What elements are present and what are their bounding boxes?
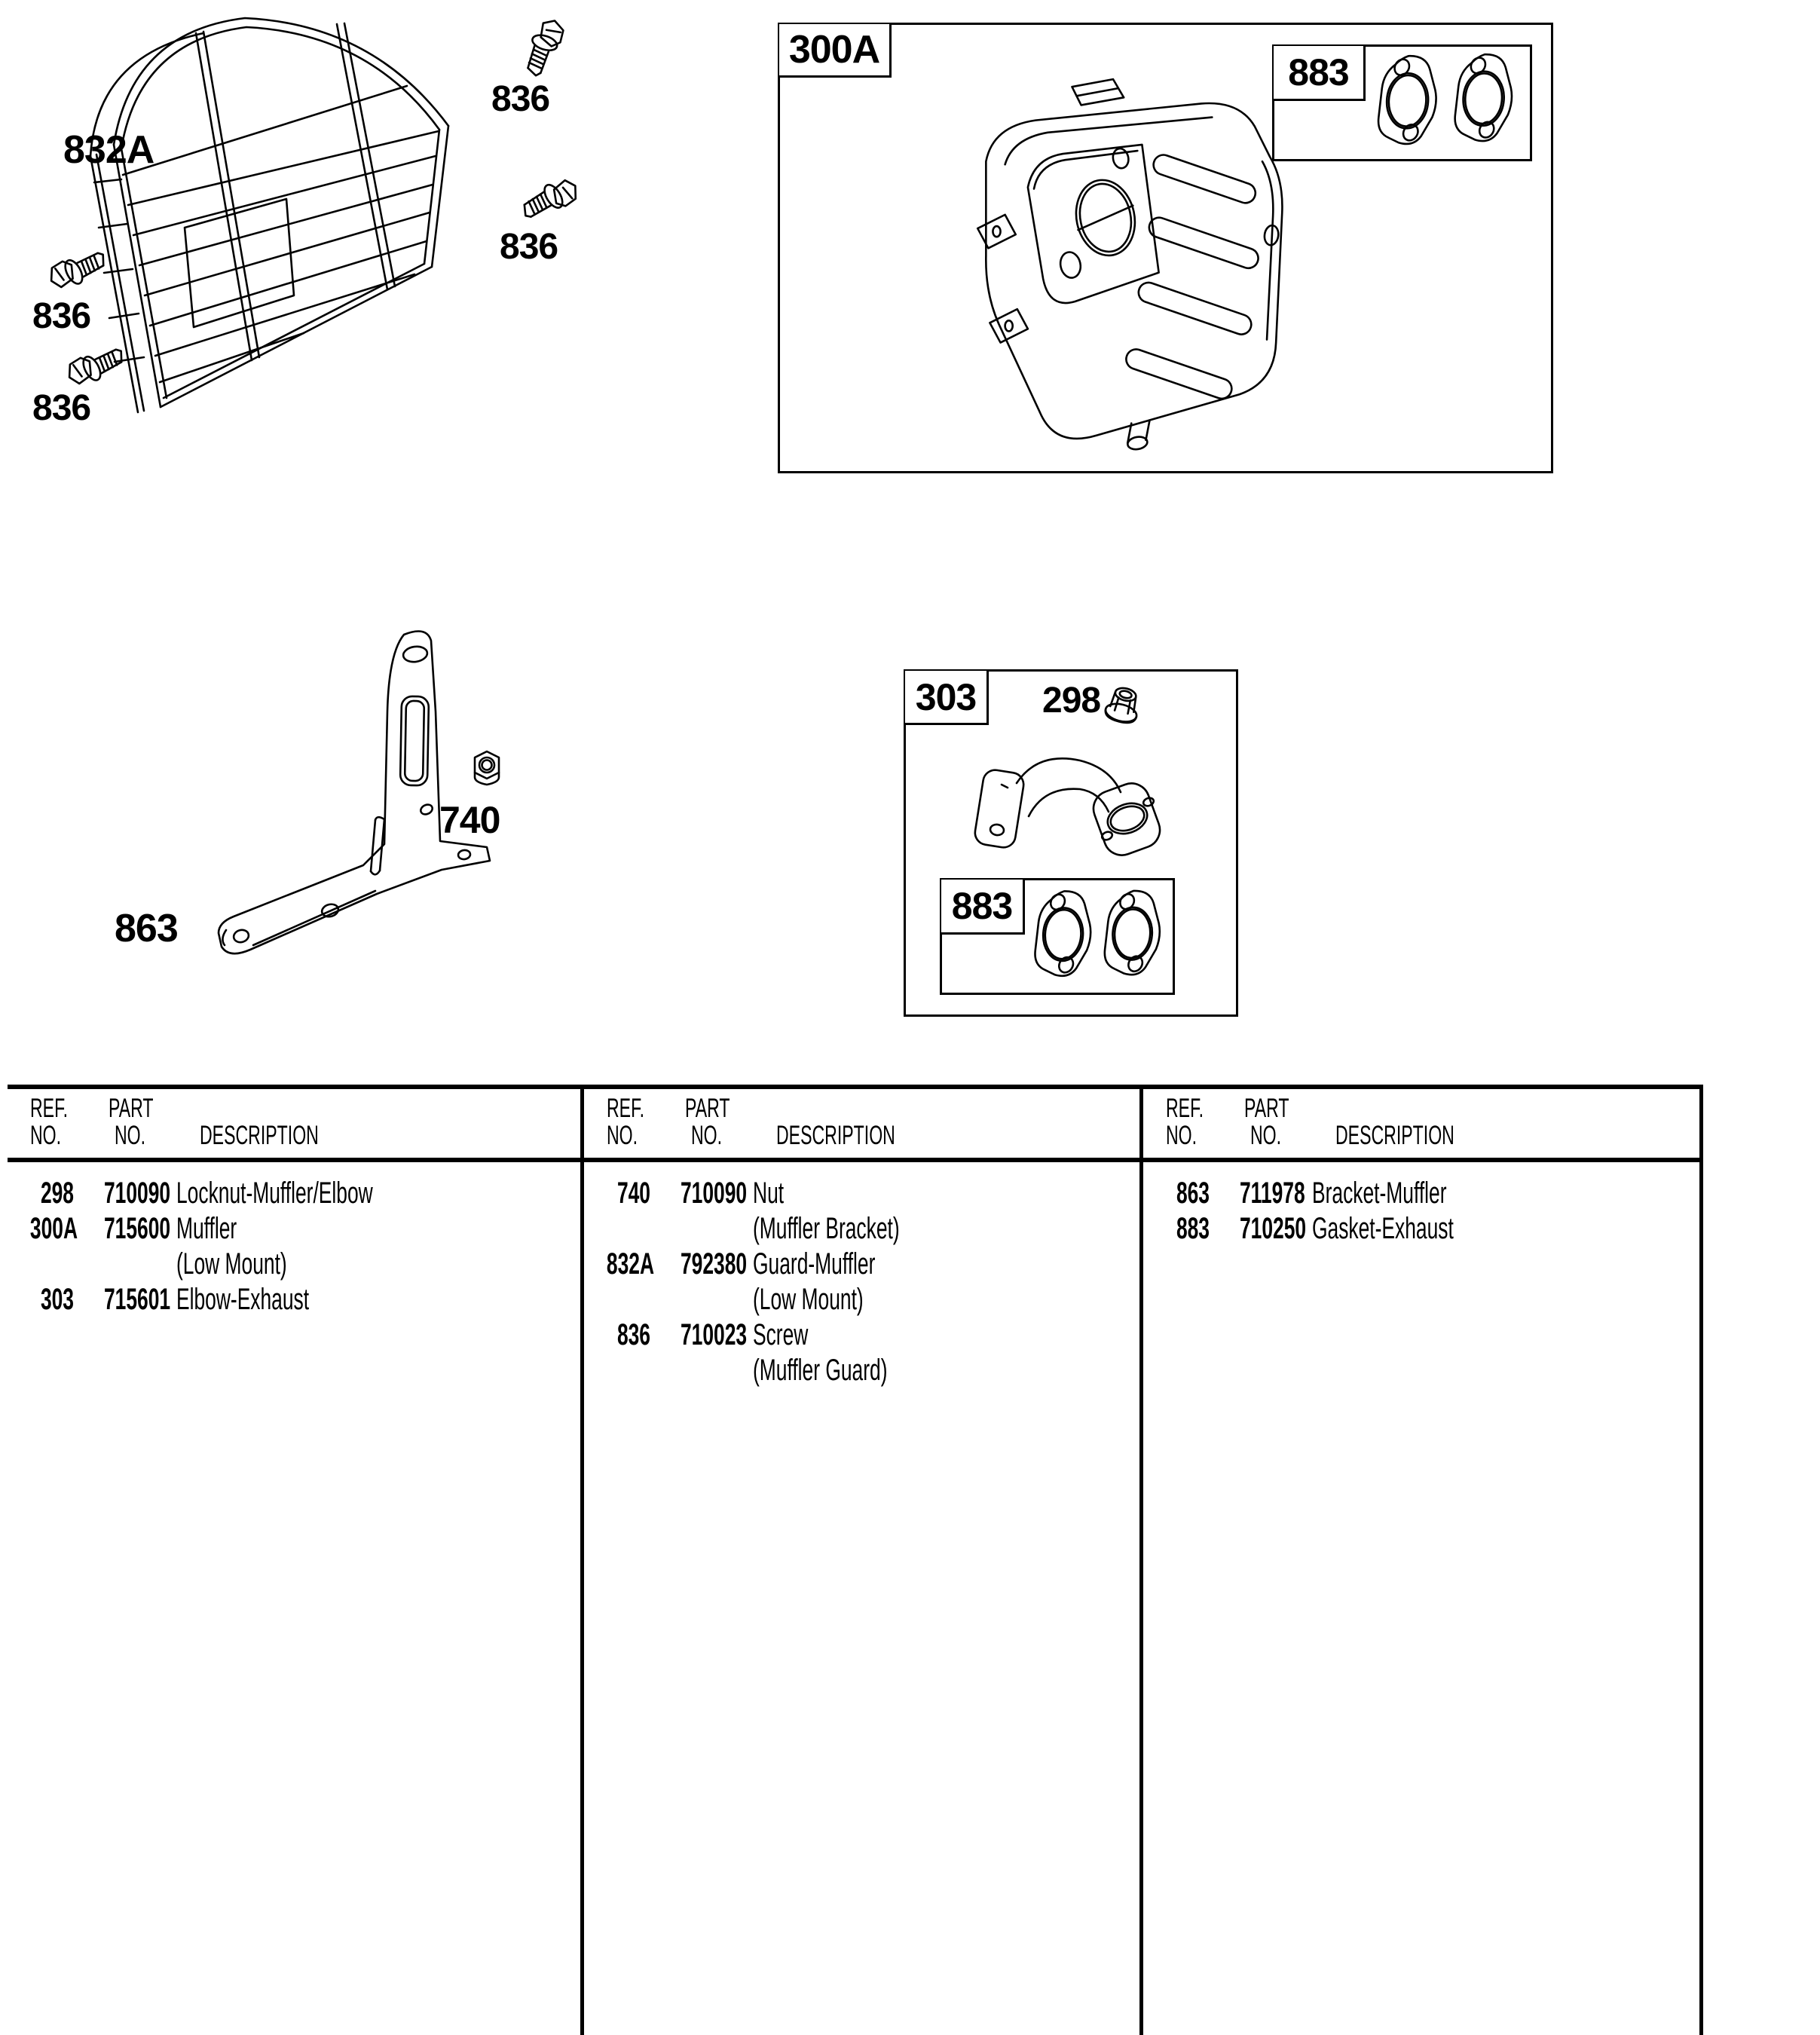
table-right-border xyxy=(1699,1085,1703,2035)
header-part-1: PART xyxy=(109,1094,154,1123)
ref-no-cell: 863 xyxy=(1176,1177,1210,1210)
description-cell: Bracket-Muffler xyxy=(1312,1177,1447,1210)
table-row xyxy=(584,1353,1139,1388)
callout-nut: 740 xyxy=(439,799,500,841)
ref-no-cell: 836 xyxy=(616,1318,650,1351)
callout-bolt-1: 836 xyxy=(32,296,91,336)
description-cell: Locknut-Muffler/Elbow xyxy=(176,1177,373,1210)
table-row xyxy=(584,1317,1139,1353)
locknut-drawing xyxy=(1103,684,1142,727)
part-no-cell: 710090 xyxy=(104,1177,171,1210)
header-part-2: PART xyxy=(685,1094,730,1123)
part-no-cell: 711978 xyxy=(1240,1177,1305,1210)
part-no-cell: 710090 xyxy=(681,1177,748,1210)
header-desc-2: DESCRIPTION xyxy=(776,1121,895,1150)
part-no-cell: 710250 xyxy=(1240,1212,1307,1245)
table-row xyxy=(584,1176,1139,1211)
screw-drawing-2 xyxy=(503,157,589,228)
table-row xyxy=(1143,1211,1699,1247)
elbow-gasket-box-label xyxy=(941,880,1025,935)
description-cell: Nut xyxy=(753,1177,785,1210)
elbow-box-label xyxy=(905,671,989,725)
callout-screw-2: 836 xyxy=(500,227,558,267)
nut-drawing xyxy=(472,750,502,792)
elbow-drawing xyxy=(968,742,1164,859)
callout-muffler-gasket-box: 883 xyxy=(1288,51,1349,93)
callout-guard: 832A xyxy=(63,128,154,172)
table-rows xyxy=(1143,1176,1699,1247)
table-row xyxy=(8,1247,580,1282)
callout-locknut: 298 xyxy=(1042,681,1101,721)
header-part-no-2: NO. xyxy=(691,1121,723,1150)
header-ref-2: REF. xyxy=(607,1094,645,1123)
table-row xyxy=(584,1247,1139,1282)
table-row xyxy=(8,1282,580,1317)
part-no-cell: 715601 xyxy=(104,1283,171,1316)
header-part-3: PART xyxy=(1244,1094,1289,1123)
description-cell: (Low Mount) xyxy=(176,1247,287,1281)
table-row xyxy=(584,1282,1139,1317)
description-cell: (Muffler Bracket) xyxy=(753,1212,900,1245)
header-ref-no-3: NO. xyxy=(1166,1121,1198,1150)
part-no-cell: 715600 xyxy=(104,1212,171,1245)
ref-no-cell: 832A xyxy=(606,1247,655,1281)
ref-no-cell: 298 xyxy=(40,1177,74,1210)
table-row xyxy=(584,1211,1139,1247)
gasket-drawing-2 xyxy=(1450,50,1518,145)
table-row xyxy=(8,1211,580,1247)
callout-bolt-2: 836 xyxy=(32,388,91,428)
table-row xyxy=(8,1176,580,1211)
header-ref-no-1: NO. xyxy=(30,1121,62,1150)
ref-no-cell: 303 xyxy=(40,1283,74,1316)
table-rows xyxy=(584,1176,1139,1388)
description-cell: (Low Mount) xyxy=(753,1283,864,1316)
gasket-drawing-1 xyxy=(1373,51,1442,148)
table-column-1 xyxy=(8,1085,580,2035)
header-part-no-1: NO. xyxy=(115,1121,146,1150)
muffler-gasket-box-label xyxy=(1274,46,1366,101)
muffler-box-label xyxy=(779,24,892,78)
screw-drawing-1 xyxy=(498,2,575,89)
header-part-no-3: NO. xyxy=(1250,1121,1282,1150)
header-ref-1: REF. xyxy=(30,1094,69,1123)
description-cell: (Muffler Guard) xyxy=(753,1354,888,1387)
callout-elbow-gasket-box: 883 xyxy=(951,885,1013,927)
callout-screw-1: 836 xyxy=(491,79,550,119)
header-desc-3: DESCRIPTION xyxy=(1335,1121,1454,1150)
description-cell: Elbow-Exhaust xyxy=(176,1283,310,1316)
header-ref-3: REF. xyxy=(1166,1094,1204,1123)
ref-no-cell: 300A xyxy=(29,1212,78,1245)
callout-muffler-box: 300A xyxy=(788,28,880,72)
callout-elbow-box: 303 xyxy=(915,675,977,718)
gasket-drawing-4 xyxy=(1099,886,1167,978)
table-column-3 xyxy=(1143,1085,1699,2035)
part-no-cell: 710023 xyxy=(681,1318,748,1351)
table-column-2 xyxy=(584,1085,1139,2035)
table-row xyxy=(1143,1176,1699,1211)
part-no-cell: 792380 xyxy=(681,1247,748,1281)
ref-no-cell: 883 xyxy=(1176,1212,1210,1245)
gasket-drawing-3 xyxy=(1030,885,1097,981)
muffler-drawing xyxy=(908,72,1315,452)
ref-no-cell: 740 xyxy=(616,1177,650,1210)
bracket-drawing xyxy=(187,623,503,973)
callout-bracket: 863 xyxy=(115,907,178,950)
table-rows xyxy=(8,1176,580,1317)
description-cell: Guard-Muffler xyxy=(753,1247,876,1281)
description-cell: Muffler xyxy=(176,1212,237,1245)
description-cell: Gasket-Exhaust xyxy=(1312,1212,1454,1245)
header-ref-no-2: NO. xyxy=(607,1121,638,1150)
description-cell: Screw xyxy=(753,1318,809,1351)
header-desc-1: DESCRIPTION xyxy=(200,1121,319,1150)
